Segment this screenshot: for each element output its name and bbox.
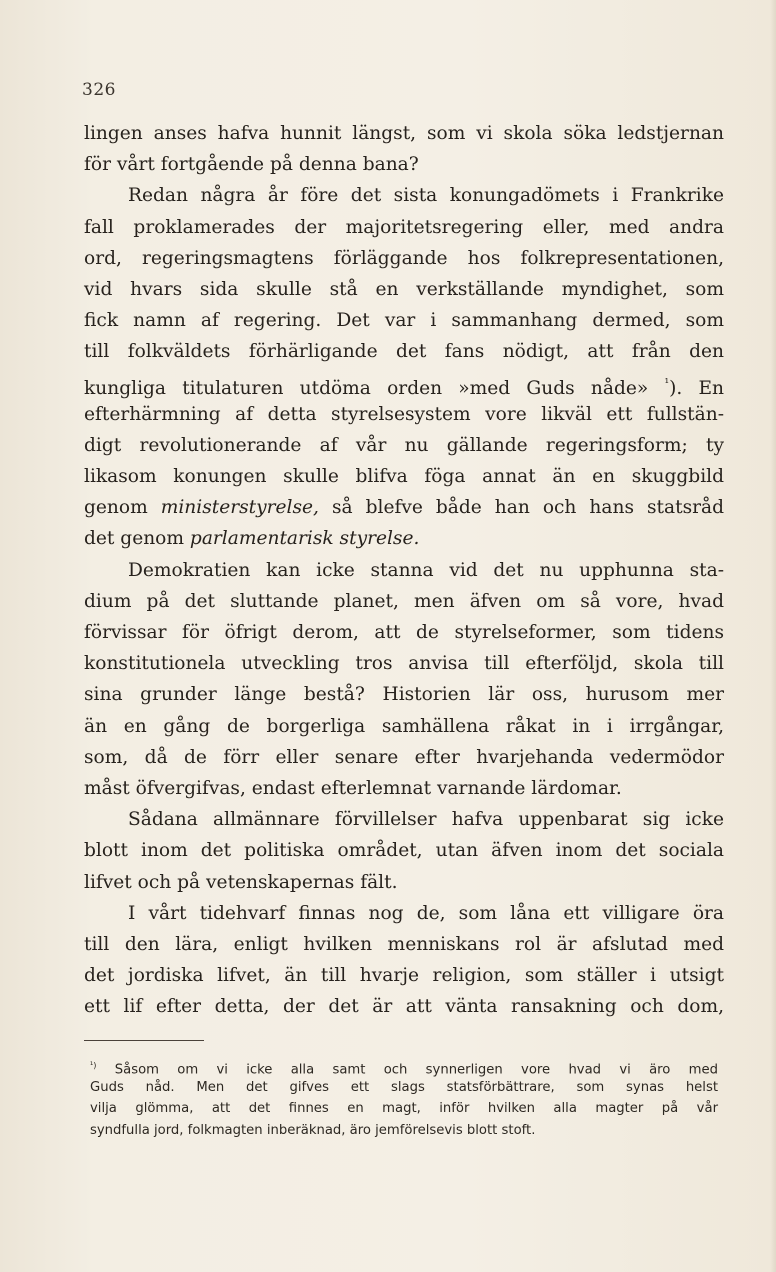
footnote-text: Såsom om vi icke alla samt och synnerligen vore hvad vi äro med <box>114 1062 718 1078</box>
text-line: måst öfvergifvas, endast efterlemnat varnande lärdomar. <box>84 777 622 799</box>
text-line: till den lära, enligt hvilken menniskans rol är afslutad med <box>84 933 724 955</box>
text-line: Redan några år före det sista konungadömets i Frankrike <box>128 185 724 207</box>
text-line: än en gång de borgerliga samhällena råkat in i irrgångar, <box>84 715 724 737</box>
text-line: till folkväldets förhärligande det fans nödigt, att från den <box>84 341 724 363</box>
text-line: I vårt tidehvarf finnas nog de, som låna ett villigare öra <box>128 902 724 924</box>
text-line: konstitutionela utveckling tros anvisa till efterföljd, skola till <box>84 653 724 675</box>
text-line: lingen anses hafva hunnit längst, som vi skola söka ledstjernan <box>84 123 724 144</box>
text-line: ett lif efter detta, der det är att vänta ransakning och dom, <box>84 996 724 1018</box>
text-segment: kungliga titulaturen utdöma orden »med Guds nåde» <box>84 377 665 399</box>
text-line: blott inom det politiska området, utan äfven inom det sociala <box>84 840 724 862</box>
text-segment: så blefve både han och hans statsråd <box>318 497 725 519</box>
footnote-line <box>90 1055 718 1077</box>
text-line: Sådana allmännare förvillelser hafva uppenbarat sig icke <box>128 809 724 831</box>
text-line: som, då de förr eller senare efter hvarjehanda vedermödor <box>84 746 724 768</box>
italic-term: parlamentarisk styrelse. <box>189 528 420 550</box>
text-line: dium på det sluttande planet, men äfven om så vore, hvad <box>84 590 724 612</box>
footnote-divider <box>84 1040 204 1041</box>
text-segment: ). En <box>669 377 725 399</box>
text-line: efterhärmning af detta styrelsesystem vore likväl ett fullstän- <box>84 403 724 425</box>
footnote-line: Guds nåd. Men det gifves ett slags statsförbättrare, som synas helst <box>90 1079 718 1095</box>
text-line: det jordiska lifvet, än till hvarje religion, som ställer i utsigt <box>84 965 724 987</box>
text-line: sina grunder länge bestå? Historien lär oss, hurusom mer <box>84 684 724 706</box>
text-segment: genom <box>84 497 161 519</box>
text-line: fick namn af regering. Det var i sammanhang dermed, som <box>84 310 724 332</box>
page-edge-shadow <box>770 0 776 1272</box>
text-line: digt revolutionerande af vår nu gällande regeringsform; ty <box>84 434 724 456</box>
page-number: 326 <box>82 80 116 100</box>
text-line-with-italic <box>84 492 724 523</box>
italic-term: ministerstyrelse, <box>160 497 319 519</box>
text-line: Demokratien kan icke stanna vid det nu upphunna sta- <box>128 559 724 581</box>
footnote-line: vilja glömma, att det finnes en magt, inför hvilken alla magter på vår <box>90 1101 718 1116</box>
footnote-marker: ¹) <box>90 1060 97 1070</box>
footnote-reference[interactable]: ¹ <box>664 375 670 390</box>
text-line: fall proklamerades der majoritetsregering eller, med andra <box>84 216 724 238</box>
footnote-line: syndfulla jord, folkmagten inberäknad, äro jemförelsevis blott stoft. <box>90 1122 536 1138</box>
text-line: för vårt fortgående på denna bana? <box>84 154 419 176</box>
text-line-with-italic <box>84 523 724 554</box>
footnote <box>90 1055 718 1141</box>
body-text <box>84 118 724 1022</box>
text-line: lifvet och på vetenskapernas fält. <box>84 871 398 893</box>
text-line: vid hvars sida skulle stå en verkställande myndighet, som <box>84 278 724 300</box>
text-line: förvissar för öfrigt derom, att de styrelseformer, som tidens <box>84 622 724 643</box>
text-line-with-footnote-ref <box>84 368 724 399</box>
text-line: ord, regeringsmagtens förläggande hos folkrepresentationen, <box>84 247 724 269</box>
text-line: likasom konungen skulle blifva föga annat än en skuggbild <box>84 466 724 488</box>
text-segment: det genom <box>84 528 190 550</box>
